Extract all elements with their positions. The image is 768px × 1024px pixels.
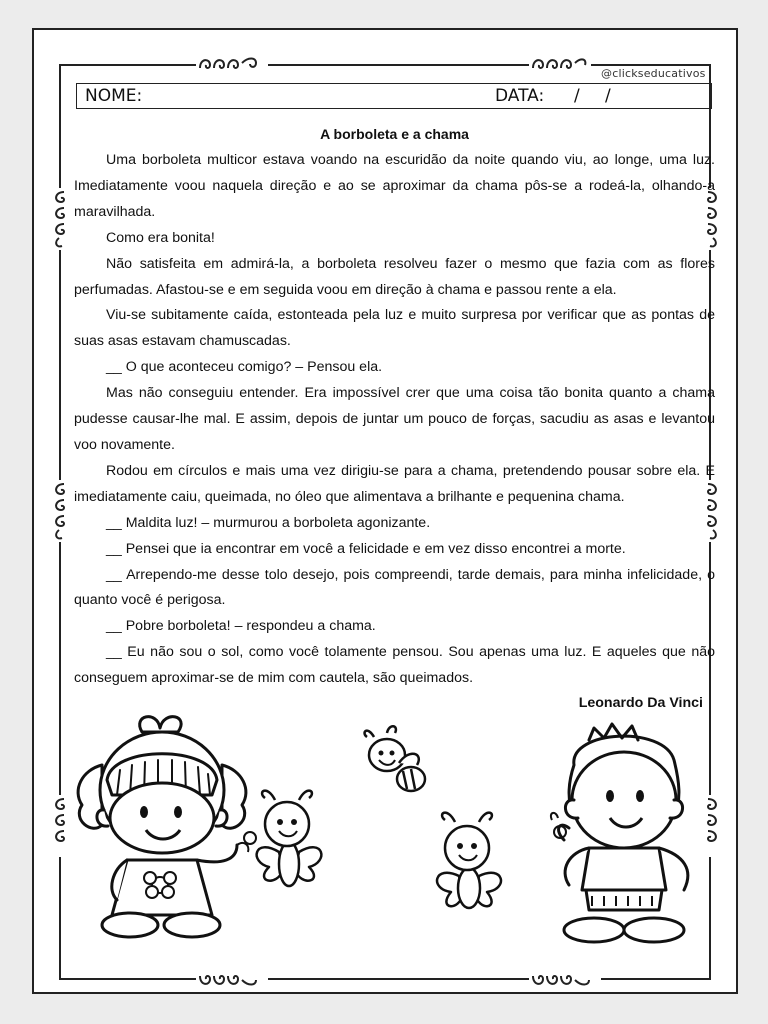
story-paragraph: __ Pobre borboleta! – respondeu a chama. [106, 618, 376, 635]
swirl-ornament-left-lower [48, 795, 70, 857]
date-separator: / [605, 86, 611, 106]
story-paragraph: Como era bonita! [106, 229, 215, 246]
swirl-ornament-right-lower [702, 795, 724, 857]
author-credit-handle: @clickseducativos [601, 67, 706, 80]
name-label: NOME: [85, 86, 143, 106]
swirl-ornament-top-left [196, 52, 268, 74]
bee-illustration [359, 723, 434, 803]
girl-illustration [72, 710, 262, 940]
name-date-box [76, 83, 712, 109]
story-paragraph: Não satisfeita em admirá-la, a borboleta resolveu fazer o mesmo que fazia com as flores perfumadas. Afastou-se e em seguida voou em direção à chama e passou rente a ela. [74, 255, 715, 298]
date-separator: / [574, 86, 580, 106]
story-paragraph: __ Pensei que ia encontrar em você a felicidade e em vez disso encontrei a morte. [106, 540, 626, 557]
butterfly-illustration [249, 782, 329, 892]
story-paragraph: __ Maldita luz! – murmurou a borboleta agonizante. [106, 514, 431, 531]
story-paragraph: Viu-se subitamente caída, estonteada pela luz e muito surpresa por verificar que as pontas de suas asas estavam chamuscadas. [74, 307, 715, 350]
swirl-ornament-left-upper [48, 188, 70, 250]
swirl-ornament-bottom-left [196, 968, 268, 990]
story-paragraph: Mas não conseguiu entender. Era impossível crer que uma coisa tão bonita quanto a chama pudesse causar-lhe mal. E assim, depois de juntar um pouco de forças, sacudiu as asas e levantou voo novamente. [74, 385, 715, 453]
story-paragraph: Rodou em círculos e mais uma vez dirigiu-se para a chama, pretendendo pousar sobre ela. E imediatamente caiu, queimada, no óleo que alimentava a brilhante e pequenina chama. [74, 462, 715, 505]
boy-illustration [534, 720, 704, 945]
story-paragraph: Uma borboleta multicor estava voando na escuridão da noite quando viu, ao longe, uma luz. Imediatamente voou naquela direção e ao se aproximar da chama pôs-se a rodeá-la, olhando-a maravilhada. [74, 152, 715, 220]
story-paragraph: __ Eu não sou o sol, como você tolamente pensou. Sou apenas uma luz. E aqueles que não conseguem aproximar-se de mim com cautela, são queimados. [74, 644, 715, 687]
story-author: Leonardo Da Vinci [578, 695, 703, 712]
swirl-ornament-left-middle [48, 480, 70, 542]
swirl-ornament-top-right [529, 52, 591, 74]
story-body [74, 124, 715, 714]
story-title: A borboleta e a chama [320, 126, 469, 142]
swirl-ornament-bottom-right [529, 968, 601, 990]
story-paragraph: __ O que aconteceu comigo? – Pensou ela. [106, 359, 383, 376]
butterfly-illustration [429, 804, 509, 914]
worksheet-page [32, 28, 738, 994]
date-label: DATA: [495, 86, 545, 106]
story-paragraph: __ Arrependo-me desse tolo desejo, pois compreendi, tarde demais, para minha infelicidade, o quanto você é perigosa. [74, 566, 715, 609]
